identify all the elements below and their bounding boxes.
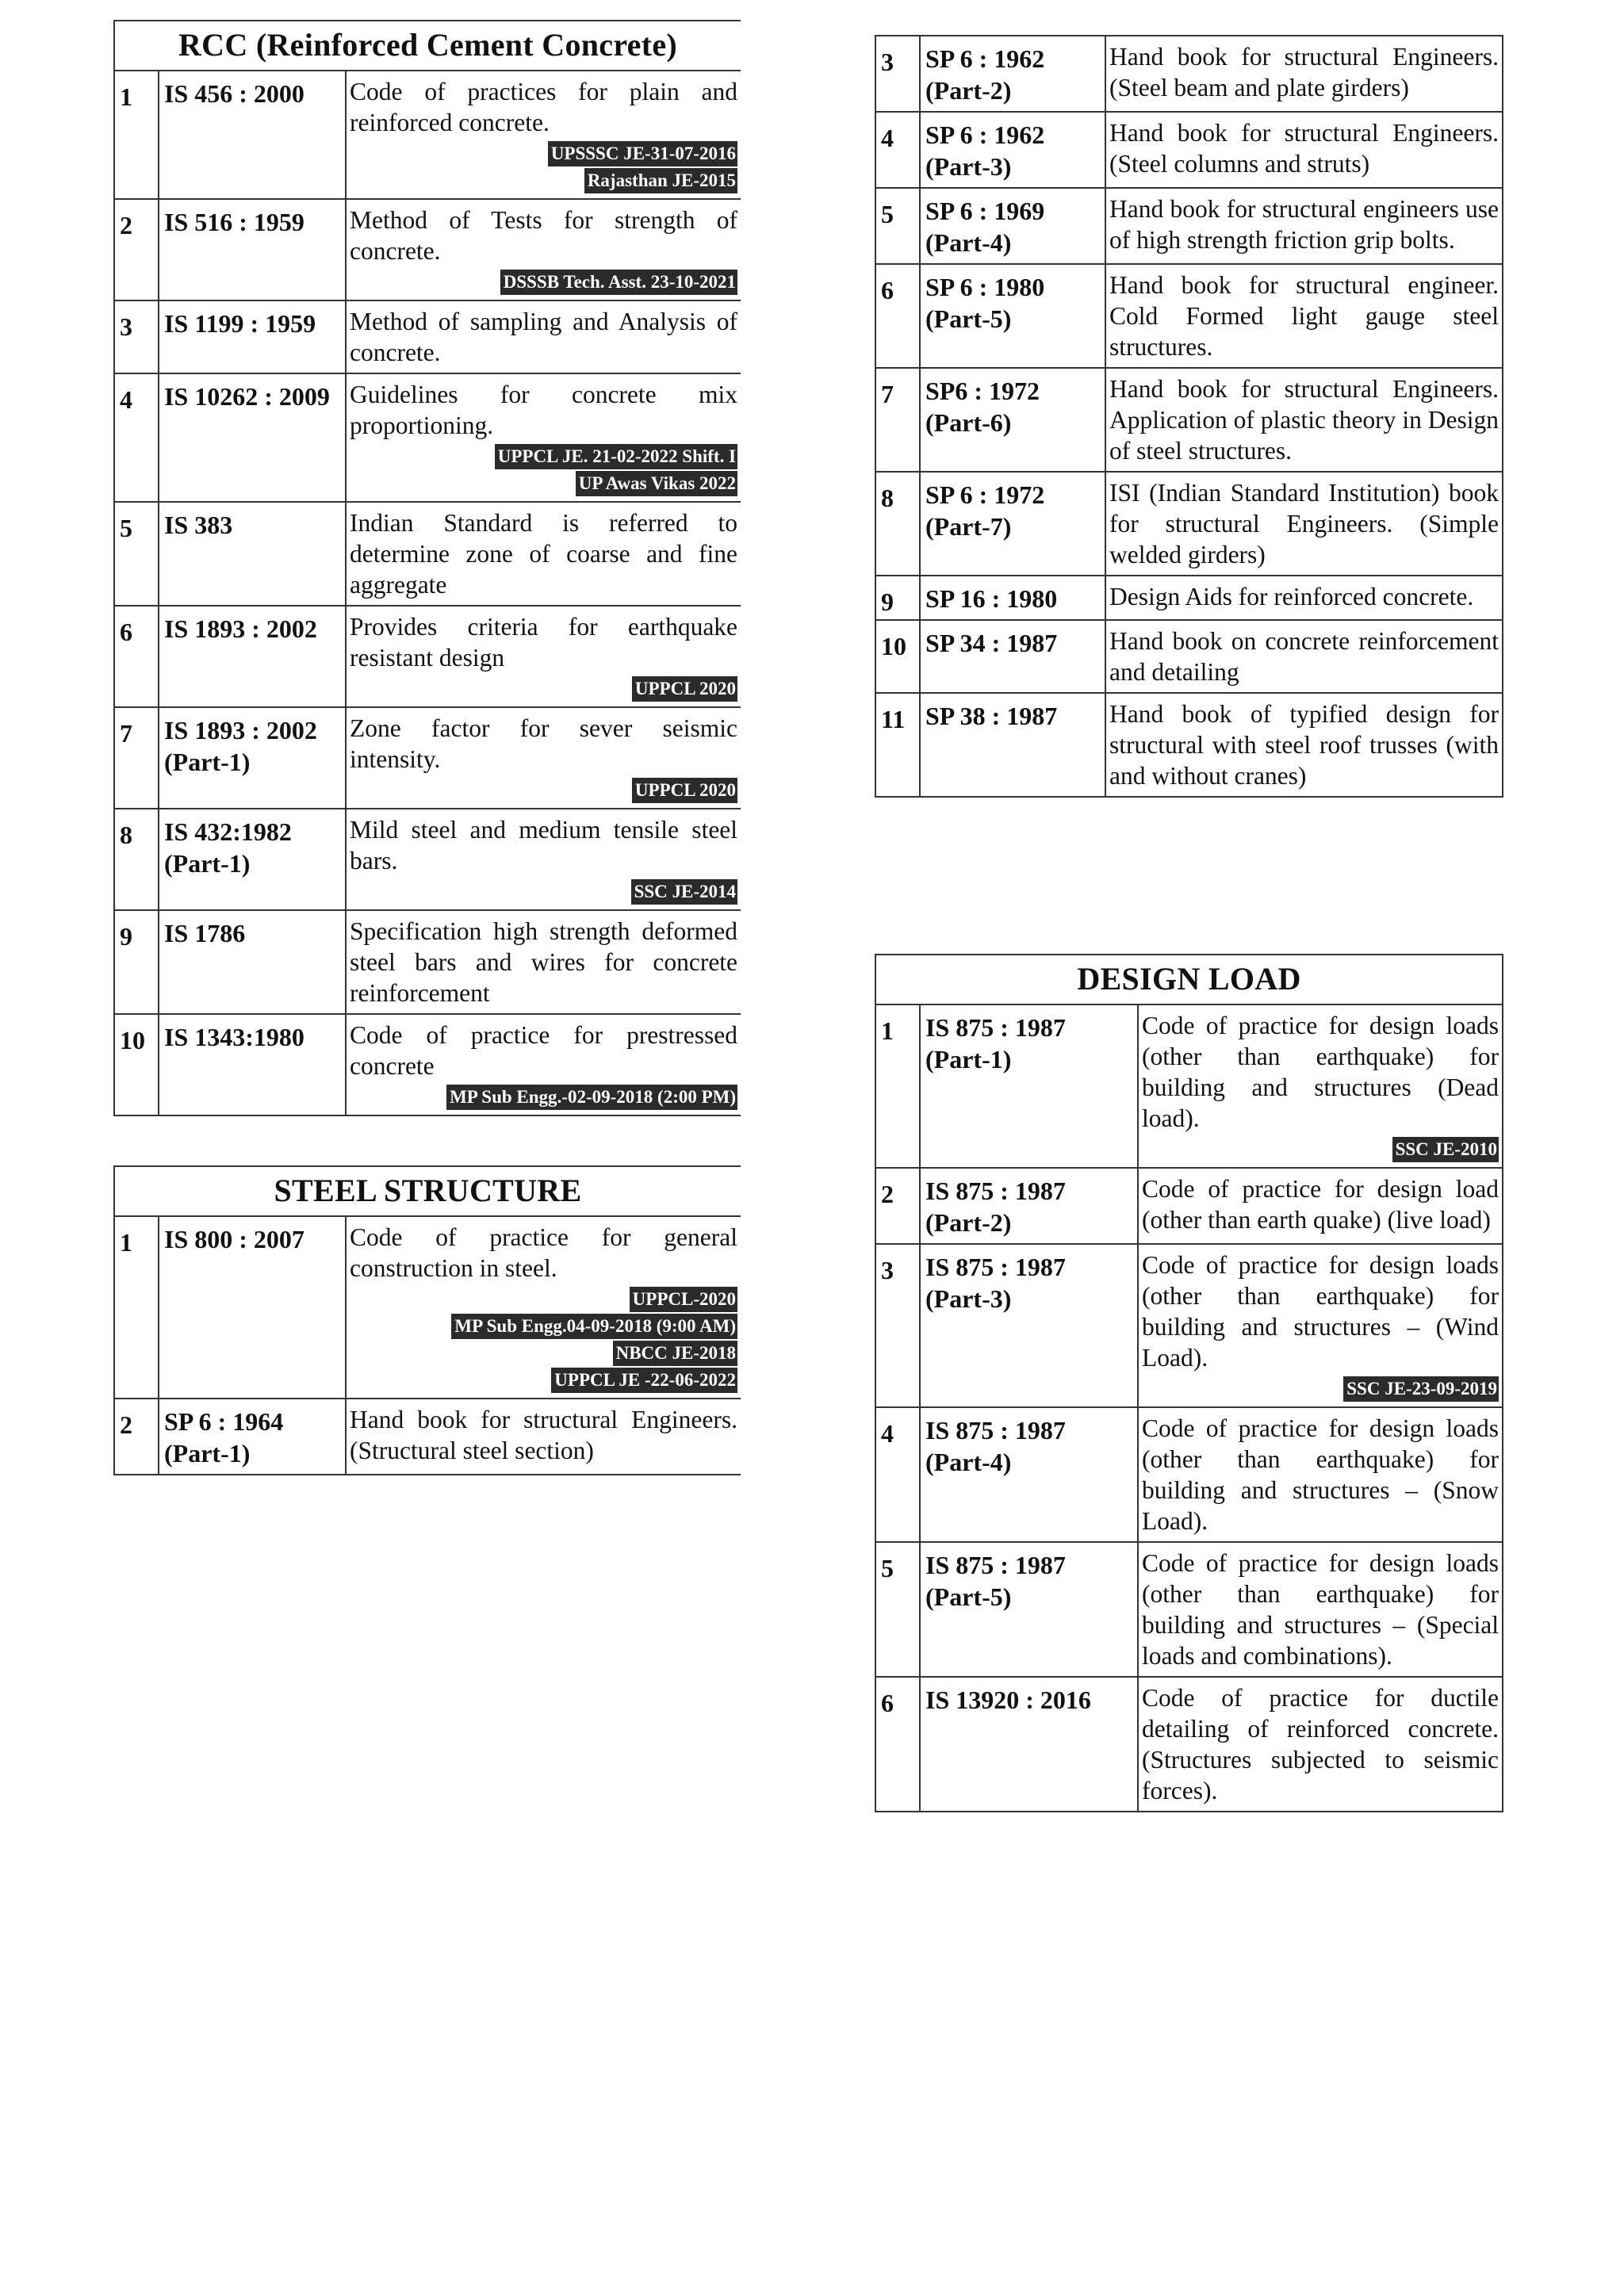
table-row [114,1399,741,1475]
description-cell [346,910,741,1014]
row-number: 1 [114,71,159,199]
table-row [875,693,1503,797]
code-label: IS 516 : 1959 [164,208,304,236]
code-label: SP 38 : 1987 [925,702,1058,730]
table-row [875,472,1503,576]
code-cell [920,1004,1138,1168]
row-number: 2 [875,1168,920,1244]
description-text: Code of practice for design loads (other than earthquake) for building and structures – (Wind Load). [1142,1251,1500,1372]
description-cell [346,300,741,373]
exam-tag-badge: UPPCL-2020 [630,1287,737,1312]
exam-tag-badge: DSSSB Tech. Asst. 23-10-2021 [500,270,737,295]
description-text: Design Aids for reinforced concrete. [1109,583,1474,610]
code-cell [920,1407,1138,1542]
description-text: Method of Tests for strength of concrete. [350,206,738,265]
table-row [114,502,741,606]
description-cell [1105,620,1503,693]
table-row [875,368,1503,472]
code-cell [920,620,1105,693]
code-cell [159,809,346,910]
code-label: IS 1893 : 2002 [164,716,317,744]
row-number: 7 [114,707,159,809]
description-cell [1105,368,1503,472]
code-part: (Part-2) [925,76,1012,105]
description-text: Mild steel and medium tensile steel bars. [350,816,738,874]
exam-tag-badge: SSC JE-2014 [631,879,737,905]
code-label: IS 13920 : 2016 [925,1686,1091,1714]
steel-table [113,1165,741,1475]
table-row [875,36,1503,112]
exam-tag-badge: UPPCL 2020 [632,778,737,803]
row-number: 4 [114,373,159,502]
code-cell [159,1399,346,1475]
description-text: Hand book for structural engineers use of high strength friction grip bolts. [1109,195,1499,254]
code-cell [159,707,346,809]
row-number: 8 [875,472,920,576]
code-label: SP 16 : 1980 [925,584,1058,613]
description-cell [1138,1677,1503,1812]
row-number: 9 [875,576,920,620]
row-number: 5 [875,1542,920,1677]
table-row [114,1216,741,1399]
table-row [875,188,1503,264]
table-row [114,910,741,1014]
exam-tag-badge: UPPCL JE. 21-02-2022 Shift. I [495,444,737,469]
code-part: (Part-4) [925,228,1012,257]
table-row [875,1677,1503,1812]
table-row [114,606,741,707]
code-label: IS 1343:1980 [164,1023,304,1051]
code-label: IS 1893 : 2002 [164,614,317,643]
code-label: IS 875 : 1987 [925,1177,1066,1205]
code-label: IS 875 : 1987 [925,1416,1066,1445]
code-cell [159,199,346,300]
description-cell [346,1216,741,1399]
description-cell [1105,112,1503,188]
description-text: Hand book for structural Engineers. (Steel columns and struts) [1109,119,1499,178]
rcc-table [113,20,741,1116]
description-text: Method of sampling and Analysis of concrete. [350,308,738,366]
code-label: IS 875 : 1987 [925,1253,1066,1281]
row-number: 3 [875,36,920,112]
code-label: SP 6 : 1980 [925,273,1045,301]
description-text: Indian Standard is referred to determine zone of coarse and fine aggregate [350,509,738,599]
code-part: (Part-1) [164,849,251,878]
table-row [875,576,1503,620]
code-cell [920,1542,1138,1677]
exam-tags [350,441,737,496]
description-cell [346,809,741,910]
code-part: (Part-7) [925,512,1012,541]
code-cell [920,576,1105,620]
description-text: Hand book for structural Engineers. (Steel beam and plate girders) [1109,43,1499,101]
code-cell [920,264,1105,368]
description-cell [346,1014,741,1115]
description-cell [346,1399,741,1475]
table-row [875,1168,1503,1244]
description-cell [346,606,741,707]
description-text: Hand book for structural Engineers. Application of plastic theory in Design of steel structures. [1109,375,1499,465]
description-cell [1105,188,1503,264]
row-number: 1 [114,1216,159,1399]
code-part: (Part-1) [164,748,251,776]
exam-tags [350,775,737,803]
code-part: (Part-2) [925,1208,1012,1237]
row-number: 8 [114,809,159,910]
row-number: 5 [114,502,159,606]
description-cell [346,373,741,502]
code-cell [159,1014,346,1115]
description-cell [1138,1004,1503,1168]
description-cell [1105,264,1503,368]
row-number: 6 [114,606,159,707]
code-cell [920,188,1105,264]
description-cell [1138,1244,1503,1407]
section-title-steel: STEEL STRUCTURE [114,1166,741,1216]
code-label: IS 875 : 1987 [925,1551,1066,1579]
code-part: (Part-1) [164,1439,251,1468]
code-label: IS 456 : 2000 [164,79,304,108]
description-text: Code of practice for ductile detailing of reinforced concrete. (Structures subjected to seismic forces). [1142,1684,1500,1804]
code-cell [920,1677,1138,1812]
code-cell [920,1244,1138,1407]
code-cell [159,1216,346,1399]
description-text: Code of practice for design load (other than earth quake) (live load) [1142,1175,1500,1234]
exam-tags [350,1081,737,1110]
code-cell [920,112,1105,188]
description-text: Code of practice for general construction in steel. [350,1223,737,1282]
table-row [114,809,741,910]
row-number: 7 [875,368,920,472]
table-row [875,1542,1503,1677]
exam-tags [350,266,737,295]
exam-tag-badge: MP Sub Engg.04-09-2018 (9:00 AM) [451,1314,737,1339]
description-text: Hand book of typified design for structural with steel roof trusses (with and without cranes) [1109,700,1499,790]
table-row [875,264,1503,368]
description-text: Specification high strength deformed steel bars and wires for concrete reinforcement [350,917,738,1007]
exam-tags [1142,1373,1499,1402]
description-text: Hand book for structural Engineers. (Structural steel section) [350,1406,737,1464]
exam-tags [350,673,737,702]
exam-tag-badge: SSC JE-23-09-2019 [1343,1376,1499,1402]
code-cell [920,472,1105,576]
exam-tag-badge: UPPCL 2020 [632,676,737,702]
exam-tag-badge: UP Awas Vikas 2022 [576,471,737,496]
table-row [114,71,741,199]
table-row [114,707,741,809]
description-text: Code of practices for plain and reinforced concrete. [350,78,738,136]
code-label: SP 6 : 1964 [164,1407,284,1436]
row-number: 5 [875,188,920,264]
table-row [875,1244,1503,1407]
description-cell [346,199,741,300]
steel-rows [114,1216,741,1475]
code-cell [159,300,346,373]
section-title-rcc: RCC (Reinforced Cement Concrete) [114,21,741,71]
code-cell [920,36,1105,112]
row-number: 10 [114,1014,159,1115]
code-cell [159,502,346,606]
code-part: (Part-5) [925,1582,1012,1611]
table-row [114,1014,741,1115]
code-label: SP 6 : 1969 [925,197,1045,225]
code-cell [159,606,346,707]
description-text: Provides criteria for earthquake resistant design [350,613,738,672]
design-load-rows [875,1004,1503,1812]
code-part: (Part-3) [925,152,1012,181]
description-cell [1138,1168,1503,1244]
code-cell [920,693,1105,797]
description-text: Hand book on concrete reinforcement and detailing [1109,627,1499,686]
table-row [875,620,1503,693]
code-label: IS 875 : 1987 [925,1013,1066,1042]
description-text: Code of practice for design loads (other than earthquake) for building and structures – (Special loads and combinations). [1142,1549,1500,1670]
description-cell [1105,472,1503,576]
description-text: Code of practice for prestressed concrete [350,1021,738,1080]
description-cell [346,502,741,606]
exam-tag-badge: UPPCL JE -22-06-2022 [551,1368,737,1393]
row-number: 4 [875,112,920,188]
code-cell [920,368,1105,472]
exam-tags [350,138,737,193]
code-label: IS 10262 : 2009 [164,382,330,411]
code-label: SP 6 : 1972 [925,480,1045,509]
row-number: 11 [875,693,920,797]
table-row [114,199,741,300]
row-number: 2 [114,199,159,300]
sp-codes-rows [875,36,1503,797]
design-load-table [875,954,1503,1812]
table-row [875,1004,1503,1168]
code-part: (Part-5) [925,304,1012,333]
sp-codes-table [875,35,1503,798]
exam-tags [1142,1134,1499,1162]
code-label: SP6 : 1972 [925,377,1040,405]
exam-tags [350,1284,737,1393]
description-cell [1138,1407,1503,1542]
row-number: 10 [875,620,920,693]
code-label: IS 383 [164,511,233,539]
row-number: 3 [875,1244,920,1407]
code-part: (Part-1) [925,1045,1012,1073]
row-number: 4 [875,1407,920,1542]
code-label: SP 34 : 1987 [925,629,1058,657]
description-cell [346,707,741,809]
description-text: Guidelines for concrete mix proportioning. [350,381,738,439]
code-label: IS 432:1982 [164,817,292,846]
code-label: IS 1199 : 1959 [164,309,316,338]
row-number: 6 [875,264,920,368]
description-cell [346,71,741,199]
code-label: IS 800 : 2007 [164,1225,304,1253]
code-cell [920,1168,1138,1244]
code-part: (Part-4) [925,1448,1012,1476]
description-text: Code of practice for design loads (other than earthquake) for building and structures (Dead load). [1142,1012,1500,1132]
code-part: (Part-3) [925,1284,1012,1313]
code-cell [159,373,346,502]
description-cell [1138,1542,1503,1677]
row-number: 2 [114,1399,159,1475]
exam-tag-badge: Rajasthan JE-2015 [584,168,737,193]
row-number: 9 [114,910,159,1014]
description-text: Hand book for structural engineer. Cold Formed light gauge steel structures. [1109,271,1499,361]
exam-tag-badge: NBCC JE-2018 [613,1341,737,1366]
code-label: SP 6 : 1962 [925,44,1045,73]
code-part: (Part-6) [925,408,1012,437]
code-cell [159,71,346,199]
exam-tag-badge: UPSSSC JE-31-07-2016 [548,141,737,166]
description-text: Zone factor for sever seismic intensity. [350,714,738,773]
description-text: ISI (Indian Standard Institution) book for structural Engineers. (Simple welded girders) [1109,479,1499,568]
code-label: IS 1786 [164,919,246,947]
table-row [875,1407,1503,1542]
rcc-rows [114,71,741,1115]
section-title-design-load: DESIGN LOAD [875,955,1503,1004]
table-row [875,112,1503,188]
table-row [114,300,741,373]
exam-tag-badge: SSC JE-2010 [1392,1137,1499,1162]
exam-tag-badge: MP Sub Engg.-02-09-2018 (2:00 PM) [446,1085,737,1110]
description-text: Code of practice for design loads (other than earthquake) for building and structures – (Snow Load). [1142,1414,1500,1535]
code-label: SP 6 : 1962 [925,121,1045,149]
exam-tags [350,876,737,905]
table-row [114,373,741,502]
row-number: 3 [114,300,159,373]
description-cell [1105,36,1503,112]
row-number: 1 [875,1004,920,1168]
code-cell [159,910,346,1014]
description-cell [1105,576,1503,620]
description-cell [1105,693,1503,797]
row-number: 6 [875,1677,920,1812]
